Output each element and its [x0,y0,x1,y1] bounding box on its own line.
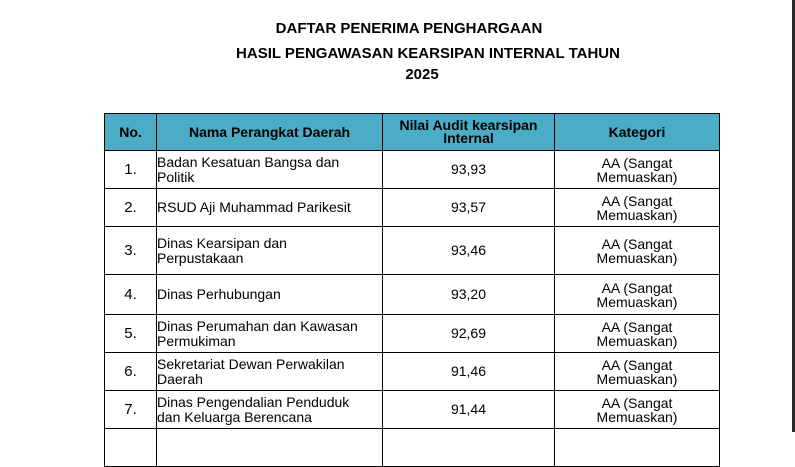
cell-name-line-1: Dinas Pengendalian Penduduk [157,393,350,410]
cell-category-line-2: Memuaskan) [596,293,678,310]
header-value-line-2: Internal [443,130,494,146]
cell-no: 4. [105,275,157,315]
cell-name-line-2: Permukiman [157,332,236,349]
cell-category [555,275,720,315]
cell-value: 93,57 [383,189,555,227]
header-category: Kategori [555,114,720,151]
cell-name-line-1: Dinas Kearsipan dan [157,234,287,251]
cell-name-line-2: dan Keluarga Berencana [157,408,312,425]
table-row [105,227,720,275]
cell-category-line-1: AA (Sangat [601,154,673,171]
cell-category-line-2: Memuaskan) [596,249,678,266]
cell-category-line-1: AA (Sangat [601,318,673,335]
table-row [105,189,720,227]
cell-category-line-2: Memuaskan) [596,206,678,223]
cell-category-line-1: AA (Sangat [601,356,673,373]
cell-value: 93,46 [383,227,555,275]
cell-name [157,189,383,227]
cell-name-line-1: Badan Kesatuan Bangsa dan [157,153,340,170]
header-value [383,114,555,151]
cell-name [157,391,383,429]
cell-name [157,151,383,189]
title-line-2: HASIL PENGAWASAN KEARSIPAN INTERNAL TAHUN [236,45,620,62]
cell-no: 7. [105,391,157,429]
table-row [105,353,720,391]
cell-name-line-1: RSUD Aji Muhammad Parikesit [157,199,351,215]
cell-category-line-1: AA (Sangat [601,279,673,296]
cell-category-line-2: Memuaskan) [596,408,678,425]
cell-name [157,429,383,467]
cell-category-line-1: AA (Sangat [601,394,673,411]
cell-no: 3. [105,227,157,275]
cell-category-line-1: AA (Sangat [601,192,673,209]
cell-no: 5. [105,315,157,353]
cell-no [105,429,157,467]
cell-category [555,353,720,391]
table-row [105,391,720,429]
cell-name-line-2: Perpustakaan [157,249,244,266]
cell-category-line-1: AA (Sangat [601,235,673,252]
cell-category [555,151,720,189]
cell-category [555,315,720,353]
table-row [105,315,720,353]
cell-name [157,275,383,315]
cell-category-line-2: Memuaskan) [596,168,678,185]
title-line-3: 2025 [405,66,439,83]
cell-value [383,429,555,467]
cell-no: 1. [105,151,157,189]
cell-category [555,429,720,467]
cell-value: 91,44 [383,391,555,429]
table-row [105,275,720,315]
cell-value: 93,93 [383,151,555,189]
cell-name [157,227,383,275]
cell-name [157,353,383,391]
cell-category-line-2: Memuaskan) [596,332,678,349]
header-no: No. [105,114,157,151]
cell-name-line-1: Dinas Perumahan dan Kawasan [157,317,358,334]
cell-name-line-1: Dinas Perhubungan [157,286,281,302]
cell-no: 6. [105,353,157,391]
table-row-partial [105,429,720,467]
cell-category [555,189,720,227]
header-value-line-1: Nilai Audit kearsipan [399,117,538,133]
cell-name [157,315,383,353]
cell-category [555,391,720,429]
cell-value: 92,69 [383,315,555,353]
award-table [104,113,720,467]
cell-no: 2. [105,189,157,227]
header-name: Nama Perangkat Daerah [157,114,383,151]
cell-category-line-2: Memuaskan) [596,370,678,387]
table-header-row [105,114,720,151]
title-line-1: DAFTAR PENERIMA PENGHARGAAN [275,20,543,37]
cell-value: 93,20 [383,275,555,315]
cell-name-line-2: Daerah [157,370,203,387]
cell-name-line-1: Sekretariat Dewan Perwakilan [157,355,345,372]
cell-name-line-2: Politik [157,168,195,185]
cell-category [555,227,720,275]
cell-value: 91,46 [383,353,555,391]
table-row [105,151,720,189]
